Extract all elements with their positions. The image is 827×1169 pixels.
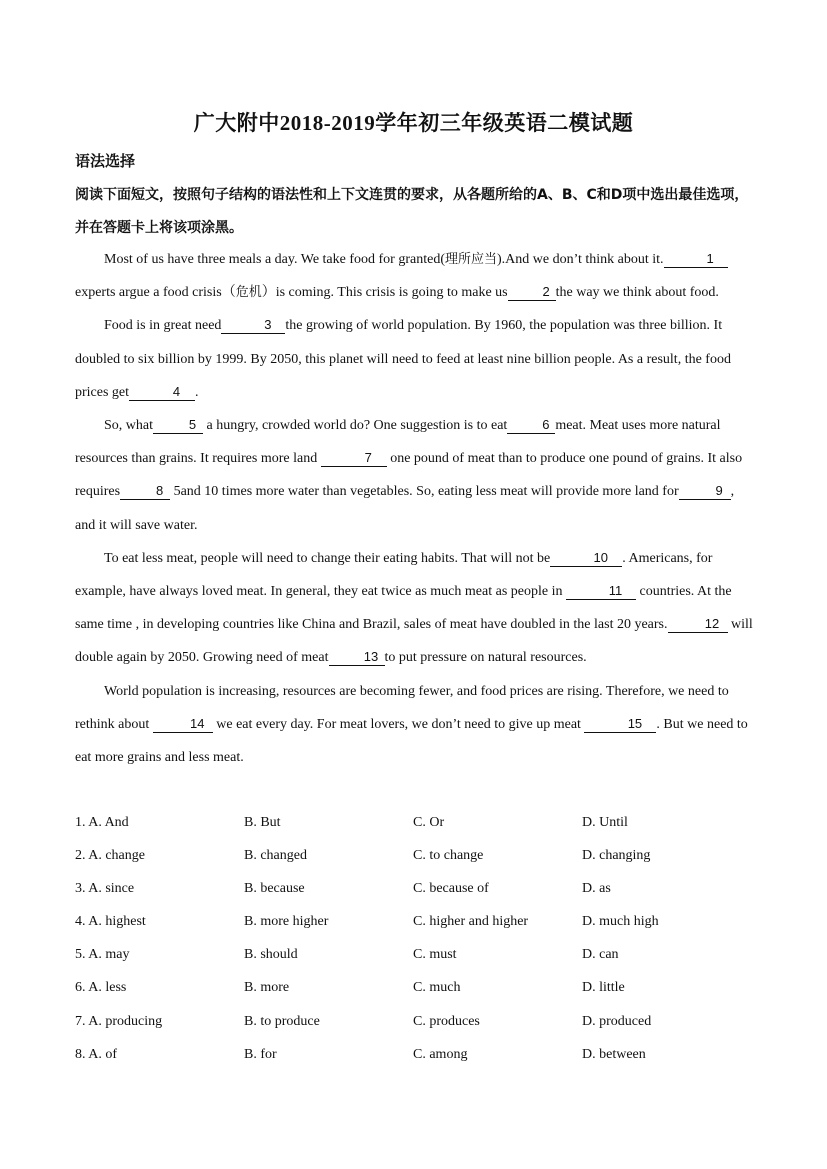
option-c[interactable]: C. higher and higher (413, 914, 529, 930)
blank-11[interactable]: 11 (566, 583, 636, 600)
option-d[interactable]: D. Until (582, 815, 628, 830)
section-heading: 语法选择 (75, 152, 136, 170)
option-b[interactable]: B. changed (244, 848, 307, 864)
blank-9[interactable]: 9 (679, 483, 731, 500)
option-b[interactable]: B. because (244, 881, 305, 897)
blank-10[interactable]: 10 (550, 550, 622, 567)
blank-12[interactable]: 12 (668, 616, 728, 633)
paragraph-1 (75, 243, 753, 309)
option-row-6 (75, 975, 753, 1008)
option-b[interactable]: B. But (244, 815, 281, 830)
reading-passage (75, 243, 753, 774)
blank-5[interactable]: 5 (153, 417, 203, 434)
text: 5and 10 times more water than vegetables. So, eating less meat will provide more land for (170, 484, 679, 500)
blank-3[interactable]: 3 (221, 317, 285, 334)
option-row-3 (75, 876, 753, 909)
option-row-5 (75, 942, 753, 975)
blank-4[interactable]: 4 (129, 384, 195, 401)
paragraph-3 (75, 409, 753, 542)
option-a[interactable]: 3. A. since (75, 881, 135, 897)
option-a[interactable]: 4. A. highest (75, 914, 146, 930)
text: World population is increasing, resources are becoming fewer, and food prices are rising. Therefore, we need to rethink about (75, 683, 729, 732)
option-a[interactable]: 7. A. producing (75, 1013, 163, 1029)
option-b[interactable]: B. to produce (244, 1013, 320, 1029)
text: experts argue a food crisis（ (75, 285, 236, 301)
blank-8[interactable]: 8 (120, 483, 170, 500)
option-row-7 (75, 1009, 753, 1042)
option-row-2 (75, 843, 753, 876)
paragraph-5 (75, 675, 753, 775)
option-d[interactable]: D. as (582, 881, 611, 897)
answer-options (75, 810, 753, 1075)
option-c[interactable]: C. must (413, 947, 457, 963)
text: . (195, 384, 199, 400)
text: will double again by 2050. Growing need of meat (75, 617, 753, 666)
text: we eat every day. For meat lovers, we don’t need to give up meat (212, 716, 585, 732)
blank-2[interactable]: 2 (508, 284, 556, 301)
text: . Americans, for example, have always loved meat. In general, they eat twice as much meat as people in (75, 550, 713, 600)
option-a[interactable]: 5. A. may (75, 947, 130, 963)
text: to put pressure on natural resources. (384, 650, 587, 666)
option-a[interactable]: 8. A. of (75, 1046, 117, 1062)
blank-15[interactable]: 15 (584, 716, 656, 733)
chinese-gloss: 危机 (235, 285, 262, 301)
option-d[interactable]: D. between (582, 1046, 646, 1062)
paragraph-4 (75, 542, 753, 675)
option-c[interactable]: C. to change (413, 848, 484, 864)
blank-1[interactable]: 1 (664, 251, 728, 268)
chinese-gloss: 理所应当 (444, 252, 497, 267)
option-a[interactable]: 2. A. change (75, 848, 145, 864)
option-c[interactable]: C. because of (413, 881, 489, 897)
text: ）is coming. This crisis is going to make us (261, 285, 508, 301)
text: To eat less meat, people will need to change their eating habits. That will not be (104, 550, 551, 566)
instructions: 阅读下面短文，按照句子结构的语法性和上下文连贯的要求，从各题所给的A、B、C和D项中选出最佳选项，并在答题卡上将该项涂黑。 (75, 187, 749, 236)
option-d[interactable]: D. produced (582, 1013, 652, 1029)
text: . But we need to eat more grains and less meat. (75, 716, 748, 766)
text: the growing of world population. By 1960, the population was three billion. It doubled to six billion by 1999. By 2050, this planet will need to feed at least nine billion people. As a result, the food prices get (75, 318, 731, 400)
blank-13[interactable]: 13 (329, 649, 385, 666)
text: Food is in great need (104, 318, 222, 334)
text: meat. Meat uses more natural resources than grains. It requires more land (75, 418, 721, 467)
paragraph-2 (75, 309, 753, 409)
option-d[interactable]: D. changing (582, 848, 651, 864)
option-b[interactable]: B. for (244, 1046, 277, 1062)
text: countries. At the same time , in developing countries like China and Brazil, sales of meat have doubled in the last 20 years. (75, 584, 732, 633)
option-a[interactable]: 6. A. less (75, 980, 127, 996)
option-c[interactable]: C. much (413, 980, 461, 996)
option-row-8 (75, 1042, 753, 1075)
option-b[interactable]: B. should (244, 947, 298, 963)
text: a hungry, crowded world do? One suggestion is to eat (203, 418, 508, 434)
option-a[interactable]: 1. A. And (75, 815, 129, 830)
option-b[interactable]: B. more (244, 980, 290, 996)
text: the way we think about food. (555, 285, 719, 301)
text: So, what (104, 418, 153, 434)
page-title: 广大附中2018-2019学年初三年级英语二模试题 (193, 111, 634, 135)
text: Most of us have three meals a day. We take food for granted( (104, 252, 445, 267)
blank-6[interactable]: 6 (507, 417, 555, 434)
option-b[interactable]: B. more higher (244, 914, 329, 930)
option-d[interactable]: D. little (582, 980, 625, 996)
option-row-1 (75, 810, 753, 843)
blank-7[interactable]: 7 (321, 450, 387, 467)
blank-14[interactable]: 14 (153, 716, 213, 733)
option-d[interactable]: D. can (582, 947, 619, 963)
text: , and it will save water. (75, 484, 735, 533)
text: ).And we don’t think about it. (497, 252, 664, 267)
text: one pound of meat than to produce one pound of grains. It also requires (75, 451, 743, 500)
option-c[interactable]: C. Or (413, 815, 445, 830)
option-d[interactable]: D. much high (582, 914, 659, 930)
option-c[interactable]: C. produces (413, 1013, 480, 1029)
option-row-4 (75, 909, 753, 942)
option-c[interactable]: C. among (413, 1046, 468, 1062)
